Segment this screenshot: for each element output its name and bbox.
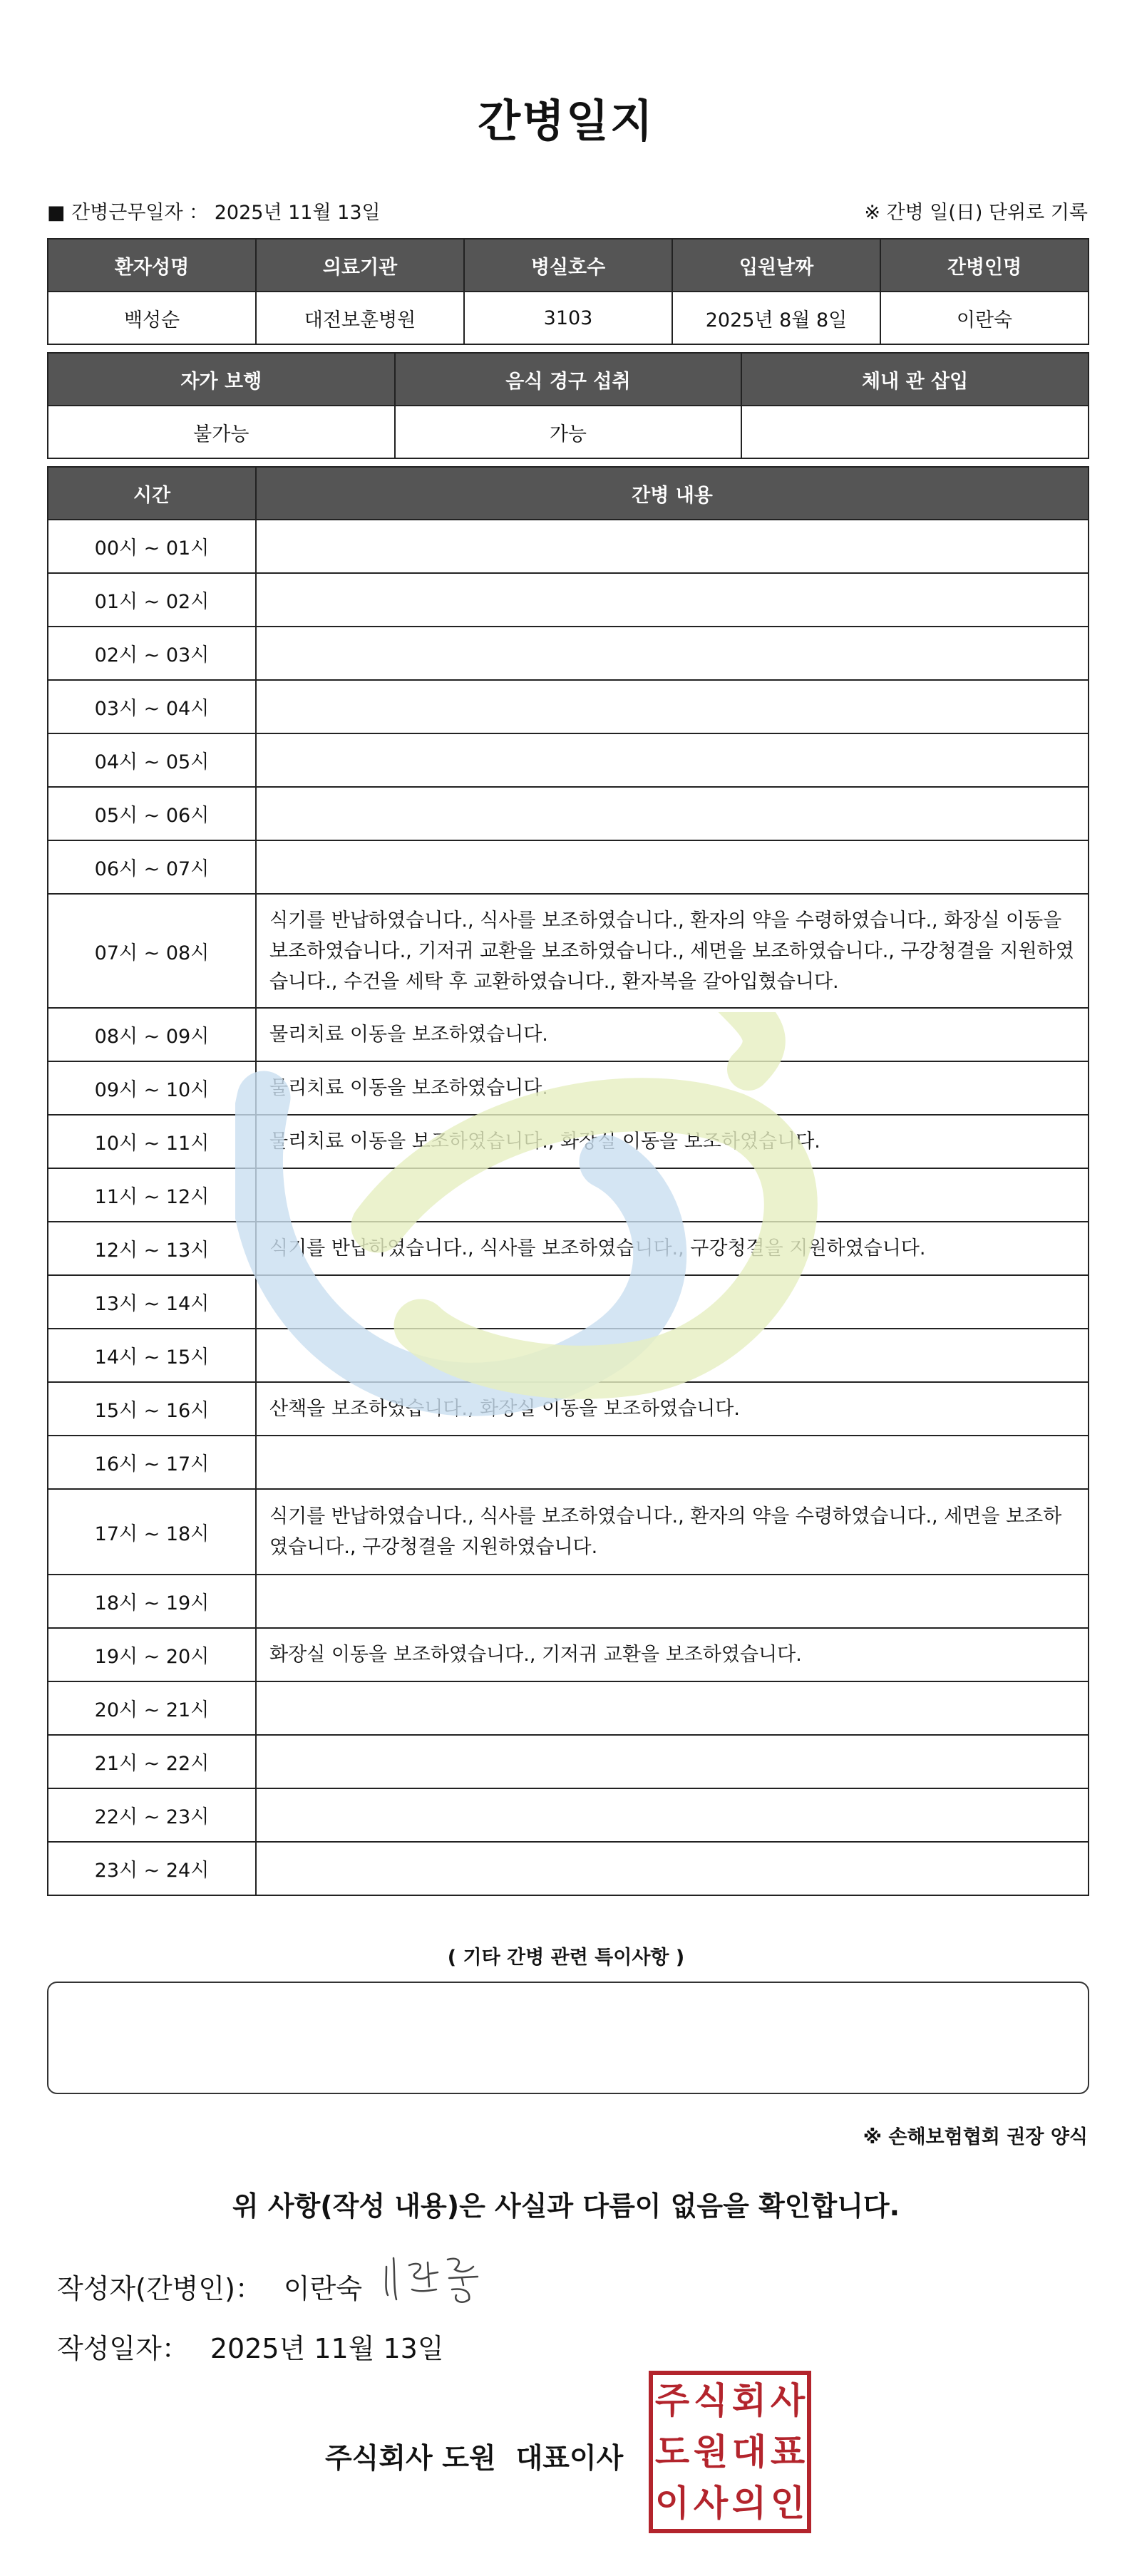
- table-row: [48, 1681, 1089, 1735]
- log-time: 06시 ~ 07시: [48, 840, 256, 894]
- table-row: [48, 1788, 1089, 1842]
- log-time: 16시 ~ 17시: [48, 1436, 256, 1489]
- log-content: [256, 733, 1089, 787]
- log-content: [256, 1842, 1089, 1895]
- log-content: 물리치료 이동을 보조하였습니다., 화장실 이동을 보조하였습니다.: [256, 1115, 1089, 1168]
- log-content: 식기를 반납하였습니다., 식사를 보조하였습니다., 환자의 약을 수령하였습니다., 화장실 이동을 보조하였습니다., 기저귀 교환을 보조하였습니다., 세면을 보조하였습니다., 구강청결을 지원하였습니다., 수건을 세탁 후 교환하였습니다., 환자복을 갈아입혔습니다.: [256, 894, 1089, 1008]
- log-content: [256, 1329, 1089, 1382]
- writer-line: [57, 2267, 362, 2306]
- table-row: [48, 1061, 1089, 1115]
- seal-char: 의: [731, 2482, 767, 2524]
- status-table: [47, 352, 1089, 459]
- log-content: 물리치료 이동을 보조하였습니다.: [256, 1008, 1089, 1061]
- header-time: 시간: [48, 467, 256, 520]
- header-hospital: 의료기관: [256, 239, 464, 292]
- table-row: [48, 1168, 1089, 1222]
- log-time: 21시 ~ 22시: [48, 1735, 256, 1788]
- log-time: 15시 ~ 16시: [48, 1382, 256, 1436]
- log-time: 20시 ~ 21시: [48, 1681, 256, 1735]
- table-row: [48, 1115, 1089, 1168]
- handwritten-signature: [378, 2245, 499, 2309]
- log-time: 18시 ~ 19시: [48, 1575, 256, 1628]
- log-time: 07시 ~ 08시: [48, 894, 256, 1008]
- room-number: 3103: [464, 292, 672, 344]
- table-row: [48, 894, 1089, 1008]
- seal-char: 이: [654, 2482, 690, 2524]
- company-name: 주식회사 도원: [325, 2443, 496, 2475]
- table-row: [48, 680, 1089, 733]
- care-log-table: [47, 466, 1089, 1896]
- work-date: ■ 간병근무일자 ： 2025년 11월 13일: [47, 202, 381, 224]
- log-time: 23시 ~ 24시: [48, 1842, 256, 1895]
- table-row: [48, 1382, 1089, 1436]
- header-admit-date: 입원날짜: [672, 239, 880, 292]
- log-time: 10시 ~ 11시: [48, 1115, 256, 1168]
- remarks-box: [47, 1982, 1089, 2094]
- log-time: 05시 ~ 06시: [48, 787, 256, 840]
- seal-char: 식: [693, 2379, 729, 2421]
- log-time: 01시 ~ 02시: [48, 573, 256, 627]
- remarks-label: ( 기타 간병 관련 특이사항 ): [447, 1947, 685, 1969]
- table-row: [48, 787, 1089, 840]
- log-time: 11시 ~ 12시: [48, 1168, 256, 1222]
- tube-status: [741, 406, 1089, 458]
- log-content: [256, 627, 1089, 680]
- log-time: 00시 ~ 01시: [48, 520, 256, 573]
- log-content: [256, 680, 1089, 733]
- log-time: 02시 ~ 03시: [48, 627, 256, 680]
- page-title: 간병일지: [478, 95, 654, 147]
- log-content: [256, 1735, 1089, 1788]
- written-date-value: 2025년 11월 13일: [210, 2333, 444, 2364]
- log-time: 09시 ~ 10시: [48, 1061, 256, 1115]
- seal-char: 사: [770, 2379, 806, 2421]
- log-time: 14시 ~ 15시: [48, 1329, 256, 1382]
- oral-intake-status: 가능: [395, 406, 742, 458]
- log-content: 산책을 보조하였습니다., 화장실 이동을 보조하였습니다.: [256, 1382, 1089, 1436]
- written-date-label: 작성일자：: [57, 2333, 189, 2364]
- table-row: [48, 1329, 1089, 1382]
- unit-note: ※ 간병 일(日) 단위로 기록: [864, 202, 1088, 224]
- log-content: [256, 1681, 1089, 1735]
- company-line: [325, 2436, 623, 2476]
- log-content: 식기를 반납하였습니다., 식사를 보조하였습니다., 구강청결을 지원하였습니다.: [256, 1222, 1089, 1275]
- seal-char: 대: [731, 2431, 767, 2473]
- table-row: [48, 733, 1089, 787]
- company-title: 대표이사: [515, 2443, 624, 2475]
- walking-status: 불가능: [48, 406, 395, 458]
- seal-char: 회: [731, 2379, 767, 2421]
- table-row: [48, 1842, 1089, 1895]
- log-time: 19시 ~ 20시: [48, 1628, 256, 1681]
- caregiver-name: 이란숙: [880, 292, 1089, 344]
- log-content: [256, 1275, 1089, 1329]
- seal-char: 사: [693, 2482, 729, 2524]
- seal-char: 도: [654, 2431, 690, 2473]
- hospital: 대전보훈병원: [256, 292, 464, 344]
- log-content: 화장실 이동을 보조하였습니다., 기저귀 교환을 보조하였습니다.: [256, 1628, 1089, 1681]
- company-seal: [649, 2371, 811, 2533]
- table-row: [48, 1275, 1089, 1329]
- seal-char: 표: [770, 2431, 806, 2473]
- table-row: [48, 1008, 1089, 1061]
- log-time: 17시 ~ 18시: [48, 1489, 256, 1575]
- table-row: [48, 627, 1089, 680]
- table-row: [48, 1436, 1089, 1489]
- header-tube: 체내 관 삽입: [741, 353, 1089, 406]
- header-room: 병실호수: [464, 239, 672, 292]
- table-row: [48, 520, 1089, 573]
- log-content: [256, 1436, 1089, 1489]
- log-content: 물리치료 이동을 보조하였습니다.: [256, 1061, 1089, 1115]
- confirmation-statement: 위 사항(작성 내용)은 사실과 다름이 없음을 확인합니다.: [232, 2190, 900, 2222]
- log-content: 식기를 반납하였습니다., 식사를 보조하였습니다., 환자의 약을 수령하였습니다., 세면을 보조하였습니다., 구강청결을 지원하였습니다.: [256, 1489, 1089, 1575]
- patient-name: 백성순: [48, 292, 256, 344]
- writer-name: 이란숙: [283, 2273, 363, 2304]
- log-time: 04시 ~ 05시: [48, 733, 256, 787]
- log-content: [256, 1575, 1089, 1628]
- admit-date: 2025년 8월 8일: [672, 292, 880, 344]
- header-caregiver: 간병인명: [880, 239, 1089, 292]
- table-row: [48, 1575, 1089, 1628]
- log-time: 03시 ~ 04시: [48, 680, 256, 733]
- log-time: 13시 ~ 14시: [48, 1275, 256, 1329]
- log-content: [256, 787, 1089, 840]
- written-date-line: [57, 2327, 444, 2366]
- log-time: 22시 ~ 23시: [48, 1788, 256, 1842]
- log-time: 08시 ~ 09시: [48, 1008, 256, 1061]
- seal-char: 원: [693, 2431, 729, 2473]
- header-content: 간병 내용: [256, 467, 1089, 520]
- table-row: [48, 840, 1089, 894]
- header-walking: 자가 보행: [48, 353, 395, 406]
- seal-char: 주: [654, 2379, 690, 2421]
- seal-char: 인: [770, 2482, 806, 2524]
- table-row: [48, 1735, 1089, 1788]
- patient-info-table: [47, 238, 1089, 345]
- recommend-note: ※ 손해보험협회 권장 양식: [863, 2126, 1088, 2148]
- log-content: [256, 1168, 1089, 1222]
- log-content: [256, 1788, 1089, 1842]
- table-row: [48, 1489, 1089, 1575]
- header-patient-name: 환자성명: [48, 239, 256, 292]
- header-oral-intake: 음식 경구 섭취: [395, 353, 742, 406]
- table-row: [48, 1628, 1089, 1681]
- log-time: 12시 ~ 13시: [48, 1222, 256, 1275]
- table-row: [48, 1222, 1089, 1275]
- table-row: [48, 573, 1089, 627]
- writer-label: 작성자(간병인)：: [57, 2273, 262, 2304]
- log-content: [256, 573, 1089, 627]
- log-content: [256, 840, 1089, 894]
- log-content: [256, 520, 1089, 573]
